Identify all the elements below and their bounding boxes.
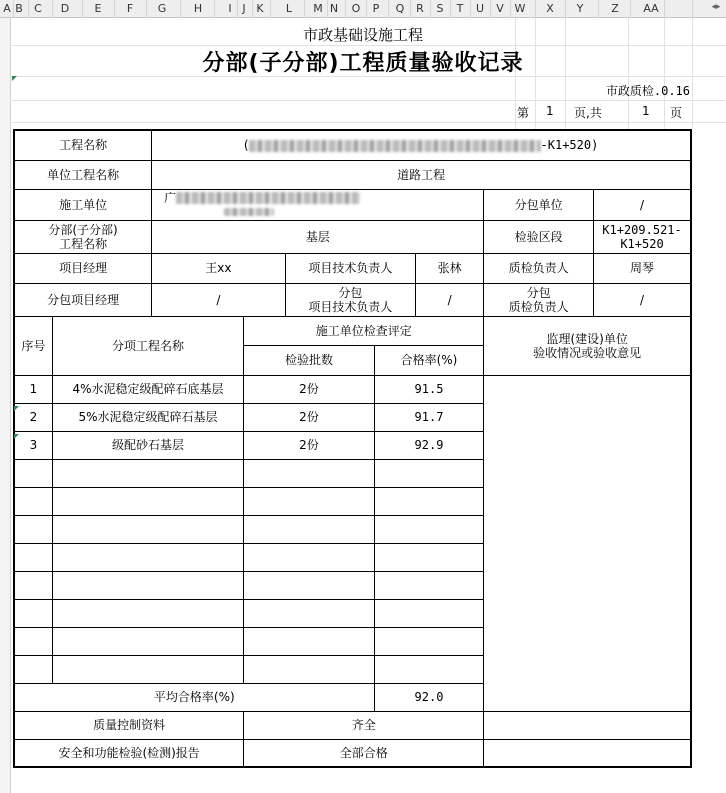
- column-separator: [52, 0, 53, 18]
- table-row[interactable]: [14, 375, 691, 403]
- column-header-b[interactable]: B: [15, 2, 23, 15]
- column-separator: [510, 0, 511, 18]
- title-top: 市政基础设施工程: [302, 26, 423, 44]
- column-separator: [388, 0, 389, 18]
- row-rate[interactable]: 91.5: [374, 375, 484, 403]
- project-name-suffix: -K1+520): [540, 138, 599, 153]
- column-header-k[interactable]: K: [256, 2, 264, 15]
- division-label-line1: 分部(子分部): [48, 222, 118, 237]
- project-name-value[interactable]: [152, 130, 691, 160]
- sub-qc-lead-label: [484, 283, 594, 316]
- column-separator: [237, 0, 238, 18]
- row-rate[interactable]: 92.9: [374, 431, 484, 459]
- row-seq: 3: [14, 431, 52, 459]
- column-separator: [450, 0, 451, 18]
- page-title: 分部(子分部)工程质量验收记录: [202, 51, 524, 76]
- qc-docs-row: [14, 711, 691, 739]
- column-header-h[interactable]: H: [193, 2, 203, 15]
- column-header-q[interactable]: Q: [395, 2, 405, 15]
- row-batches[interactable]: 2份: [244, 403, 374, 431]
- acceptance-record-table: [13, 129, 692, 768]
- col-name-header: 分项工程名称: [52, 316, 243, 375]
- column-header-g[interactable]: G: [157, 2, 167, 15]
- page-total: 1: [642, 104, 650, 118]
- column-header-u[interactable]: U: [475, 2, 485, 15]
- column-separator: [410, 0, 411, 18]
- page-current: 1: [546, 104, 554, 118]
- column-separator: [82, 0, 83, 18]
- column-header-x[interactable]: X: [546, 2, 554, 15]
- column-header-e[interactable]: E: [94, 2, 102, 15]
- contractor-label: 施工单位: [14, 189, 152, 220]
- column-header-t[interactable]: T: [456, 2, 464, 15]
- column-separator: [430, 0, 431, 18]
- col-supervisor-line1: 监理(建设)单位: [546, 331, 628, 346]
- redacted-text: [249, 140, 541, 152]
- avg-label: 平均合格率(%): [14, 683, 374, 711]
- row-name[interactable]: 级配砂石基层: [52, 431, 243, 459]
- col-check-group-header: 施工单位检查评定: [244, 316, 484, 345]
- column-header-bar: [0, 0, 726, 18]
- row-batches[interactable]: 2份: [244, 375, 374, 403]
- safety-row: [14, 739, 691, 767]
- column-header-v[interactable]: V: [496, 2, 504, 15]
- project-name-label: 工程名称: [14, 130, 152, 160]
- row-name[interactable]: 4%水泥稳定级配碎石底基层: [52, 375, 243, 403]
- subcontractor-value[interactable]: /: [594, 189, 691, 220]
- col-batches-header: 检验批数: [244, 345, 374, 375]
- column-header-i[interactable]: I: [228, 2, 232, 15]
- sub-tech-lead-label-line2: 项目技术负责人: [308, 299, 393, 314]
- division-value[interactable]: 基层: [152, 220, 484, 253]
- column-header-d[interactable]: D: [60, 2, 70, 15]
- column-separator: [630, 0, 631, 18]
- project-name-prefix: (: [243, 138, 249, 153]
- col-supervisor-line2: 验收情况或验收意见: [533, 345, 642, 360]
- column-separator: [28, 0, 29, 18]
- contractor-value[interactable]: [152, 189, 484, 220]
- tech-lead-value[interactable]: 张林: [416, 253, 484, 283]
- pm-value[interactable]: 王xx: [152, 253, 286, 283]
- row-rate[interactable]: 91.7: [374, 403, 484, 431]
- safety-label: 安全和功能检验(检测)报告: [14, 739, 244, 767]
- column-separator: [345, 0, 346, 18]
- column-header-p[interactable]: P: [372, 2, 380, 15]
- sub-pm-value[interactable]: /: [152, 283, 286, 316]
- tech-lead-label: 项目技术负责人: [285, 253, 415, 283]
- unit-project-label: 单位工程名称: [14, 160, 152, 189]
- supervisor-opinion-cell[interactable]: [484, 375, 691, 711]
- sheet-gridline: [10, 100, 726, 101]
- column-header-w[interactable]: W: [514, 2, 526, 15]
- sub-qc-lead-label-line1: 分包: [526, 285, 551, 300]
- avg-value[interactable]: 92.0: [374, 683, 484, 711]
- section-label: 检验区段: [484, 220, 594, 253]
- redacted-text: [224, 208, 274, 216]
- column-separator: [13, 0, 14, 18]
- column-separator: [146, 0, 147, 18]
- cell-comment-marker: [14, 406, 19, 411]
- column-header-a[interactable]: A: [3, 2, 11, 15]
- column-separator: [565, 0, 566, 18]
- subcontractor-label: 分包单位: [484, 189, 594, 220]
- row-name[interactable]: 5%水泥稳定级配碎石基层: [52, 403, 243, 431]
- sub-qc-lead-value[interactable]: /: [594, 283, 691, 316]
- column-header-r[interactable]: R: [416, 2, 424, 15]
- column-separator: [214, 0, 215, 18]
- col-rate-header: 合格率(%): [374, 345, 484, 375]
- page-mid: 页,共: [574, 106, 602, 120]
- column-separator: [598, 0, 599, 18]
- form-code: 市政质检.0.16: [605, 84, 690, 98]
- scroll-arrows-icon[interactable]: ◂▸: [711, 2, 721, 12]
- row-seq: 2: [14, 403, 52, 431]
- column-separator: [470, 0, 471, 18]
- column-separator: [252, 0, 253, 18]
- column-header-aa[interactable]: AA: [643, 2, 659, 15]
- column-header-c[interactable]: C: [34, 2, 42, 15]
- redacted-text: [176, 192, 360, 204]
- column-separator: [270, 0, 271, 18]
- pm-label: 项目经理: [14, 253, 152, 283]
- column-separator: [664, 0, 665, 18]
- contractor-prefix: 广: [164, 190, 177, 205]
- column-separator: [114, 0, 115, 18]
- column-header-y[interactable]: Y: [576, 2, 584, 15]
- qc-docs-value[interactable]: 齐全: [244, 711, 484, 739]
- column-separator: [180, 0, 181, 18]
- sub-tech-lead-label: [285, 283, 415, 316]
- page-suffix: 页: [670, 106, 683, 120]
- row-header-strip: [0, 18, 11, 793]
- sheet-gridline: [10, 122, 726, 123]
- row-batches[interactable]: 2份: [244, 431, 374, 459]
- col-supervisor-header: [484, 316, 691, 375]
- column-header-l[interactable]: L: [285, 2, 293, 15]
- qc-lead-label: 质检负责人: [484, 253, 594, 283]
- column-separator: [327, 0, 328, 18]
- column-header-n[interactable]: N: [329, 2, 339, 15]
- column-header-j[interactable]: J: [242, 2, 246, 15]
- column-separator: [366, 0, 367, 18]
- cell-comment-marker: [14, 434, 19, 439]
- column-header-m[interactable]: M: [313, 2, 323, 15]
- column-header-f[interactable]: F: [126, 2, 134, 15]
- column-separator: [304, 0, 305, 18]
- safety-value[interactable]: 全部合格: [244, 739, 484, 767]
- section-value[interactable]: K1+209.521-K1+520: [594, 220, 691, 253]
- row-seq: 1: [14, 375, 52, 403]
- col-seq-header: 序号: [14, 316, 52, 375]
- sub-pm-label: 分包项目经理: [14, 283, 152, 316]
- sub-qc-lead-label-line2: 质检负责人: [508, 299, 569, 314]
- safety-opinion[interactable]: [484, 739, 691, 767]
- unit-project-value[interactable]: 道路工程: [152, 160, 691, 189]
- column-separator: [535, 0, 536, 18]
- column-separator: [692, 0, 693, 18]
- column-header-o[interactable]: O: [351, 2, 361, 15]
- page-prefix: 第: [517, 106, 530, 120]
- column-header-z[interactable]: Z: [611, 2, 619, 15]
- column-separator: [490, 0, 491, 18]
- division-label-line2: 工程名称: [59, 236, 108, 251]
- qc-lead-value[interactable]: 周琴: [594, 253, 691, 283]
- qc-docs-opinion[interactable]: [484, 711, 691, 739]
- sub-tech-lead-label-line1: 分包: [338, 285, 363, 300]
- sub-tech-lead-value[interactable]: /: [416, 283, 484, 316]
- qc-docs-label: 质量控制资料: [14, 711, 244, 739]
- division-label: [14, 220, 152, 253]
- column-header-s[interactable]: S: [436, 2, 444, 15]
